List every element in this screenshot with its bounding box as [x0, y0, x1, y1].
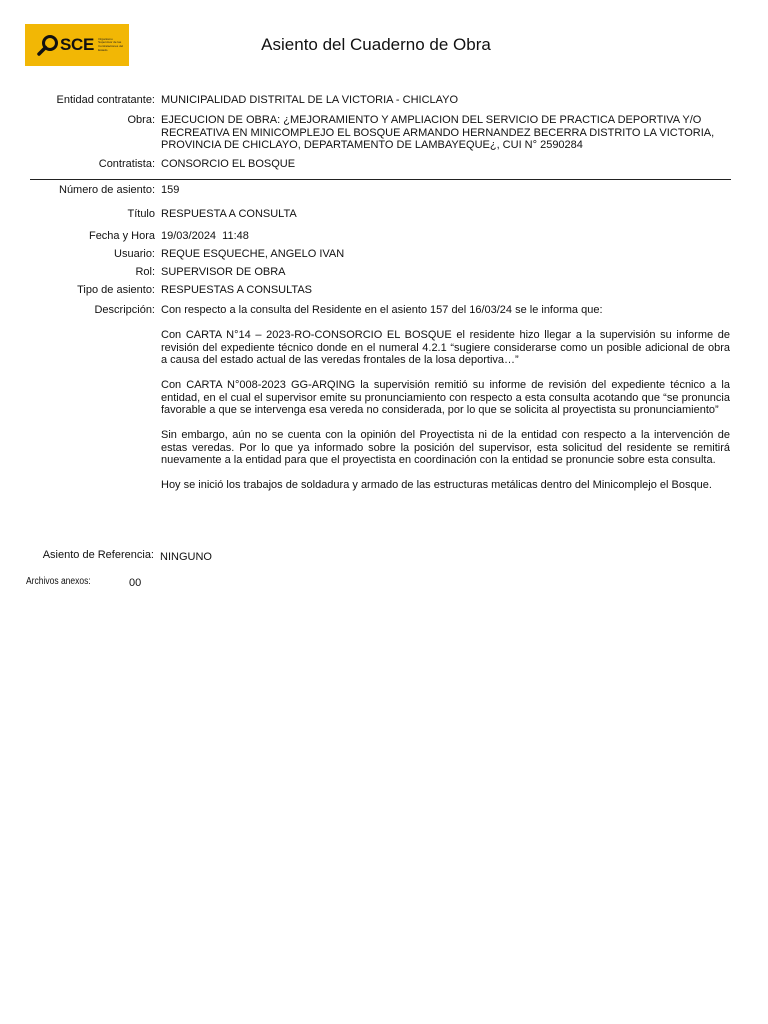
page-title: Asiento del Cuaderno de Obra [261, 35, 491, 54]
referencia-label: Asiento de Referencia: [42, 549, 154, 561]
entidad-value: MUNICIPALIDAD DISTRITAL DE LA VICTORIA - CHICLAYO [161, 94, 459, 106]
titulo-label: Título [127, 208, 155, 220]
archivos-row [26, 576, 142, 589]
contratista-row [0, 158, 768, 171]
obra-value: EJECUCION DE OBRA: ¿MEJORAMIENTO Y AMPLIACION DEL SERVICIO DE PRACTICA DEPORTIVA Y/O RECREATIVA EN MINICOMPLEJO EL BOSQUE ARMANDO HERNANDEZ BECERRA DISTRITO LA VICTORIA, PROVINCIA DE CHICLAYO, DEPARTAMENTO DE LAMBAYEQUE¿, CUI N° 2590284 [161, 114, 715, 151]
usuario-block [0, 248, 768, 261]
entidad-label: Entidad contratante: [56, 94, 155, 106]
logo-text: SCE [60, 35, 95, 54]
contratista-value: CONSORCIO EL BOSQUE [161, 158, 296, 170]
usuario-value: REQUE ESQUECHE, ANGELO IVAN [161, 248, 345, 260]
obra-row [0, 114, 768, 152]
entidad-row [0, 94, 768, 107]
titulo-row [0, 208, 768, 221]
titulo-value: RESPUESTA A CONSULTA [161, 208, 297, 220]
tipo-value: RESPUESTAS A CONSULTAS [161, 284, 312, 296]
contratista-label: Contratista: [98, 158, 155, 170]
numero-value: 159 [161, 184, 180, 196]
obra-label: Obra: [127, 114, 155, 126]
descripcion-body [161, 304, 730, 504]
descripcion-paragraph: Con CARTA N°14 – 2023-RO-CONSORCIO EL BOSQUE el residente hizo llegar a la supervisión su informe de revisión del expediente técnico donde en el numeral 4.2.1 “sugiere considerarse como un posible adicional de obra a causa del estado actual de las veredas frontales de la losa deportiva…” [161, 329, 730, 366]
obra-block [0, 114, 768, 152]
fecha-label: Fecha y Hora [88, 230, 155, 242]
rol-label: Rol: [135, 266, 155, 278]
referencia-row [0, 549, 768, 564]
usuario-label: Usuario: [114, 248, 155, 260]
archivos-value: 00 [129, 577, 142, 589]
tipo-row [0, 284, 768, 297]
fecha-row [0, 230, 768, 243]
descripcion-label: Descripción: [94, 304, 155, 316]
numero-block [0, 184, 768, 197]
descripcion-block [0, 304, 768, 504]
descripcion-paragraph: Con CARTA N°008-2023 GG-ARQING la supervisión remitió su informe de revisión del expediente técnico a la entidad, en el cual el supervisor emite su pronunciamiento con respecto a esta consulta acotando que “se pronuncia favorable a que se intervenga esa vereda no considerada, por lo que se solicita al proyectista su pronunciamiento” [161, 379, 730, 416]
numero-label: Número de asiento: [59, 184, 155, 196]
numero-row [0, 184, 768, 197]
descripcion-paragraph: Con respecto a la consulta del Residente en el asiento 157 del 16/03/24 se le informa que: [161, 304, 603, 316]
logo-small-text: Organismo Supervisor de las Contrataciones del Estado [98, 36, 124, 52]
tipo-label: Tipo de asiento: [77, 284, 155, 296]
descripcion-paragraph: Sin embargo, aún no se cuenta con la opinión del Proyectista ni de la entidad con respecto a la intervención de estas veredas. Por lo que ya informado sobre la posición del supervisor, esta solicitud del residente se remitirá nuevamente a la entidad para que el proyectista en coordinación con la entidad se pronuncie sobre esta consulta. [161, 429, 730, 466]
rol-value: SUPERVISOR DE OBRA [161, 266, 286, 278]
referencia-block [0, 549, 768, 564]
fecha-block [0, 230, 768, 243]
descripcion-row [0, 304, 768, 504]
rol-block [0, 266, 768, 279]
titulo-block [0, 208, 768, 221]
header-block [0, 94, 768, 107]
referencia-value: NINGUNO [160, 551, 212, 563]
descripcion-paragraph: Hoy se inició los trabajos de soldadura y armado de las estructuras metálicas dentro del Minicomplejo el Bosque. [161, 479, 712, 491]
rol-row [0, 266, 768, 279]
archivos-label: Archivos anexos: [26, 576, 91, 587]
fecha-value: 19/03/2024 11:48 [161, 230, 249, 242]
divider [30, 179, 731, 180]
usuario-row [0, 248, 768, 261]
contratista-block [0, 158, 768, 171]
tipo-block [0, 284, 768, 297]
